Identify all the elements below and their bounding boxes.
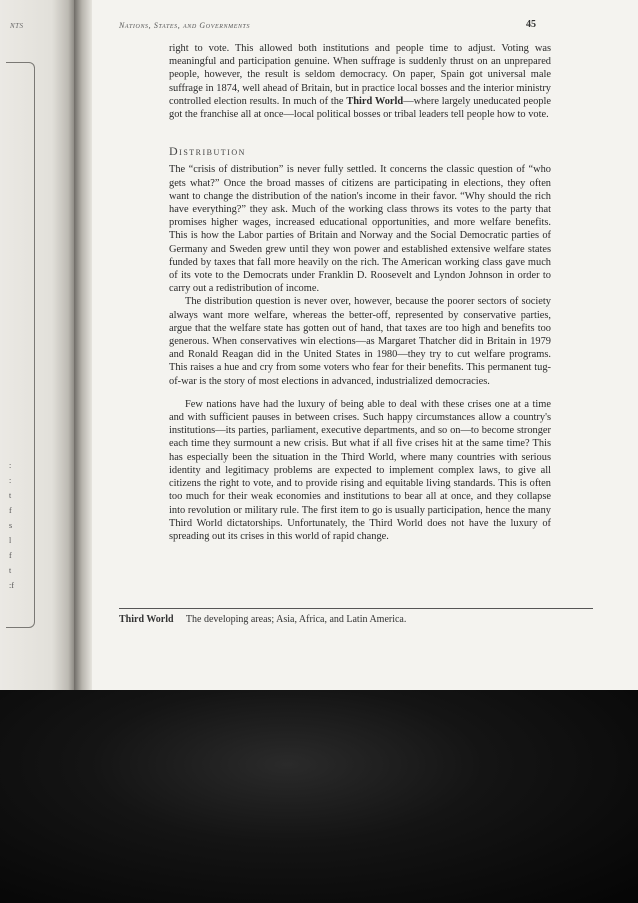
section-heading: Distribution: [169, 144, 246, 159]
body-text: [169, 42, 551, 543]
paragraph: [169, 42, 551, 121]
glossary-definition: The developing areas; Asia, Africa, and Latin America.: [185, 614, 407, 625]
running-head: Nations, States, and Governments: [119, 21, 251, 30]
left-fragment: f: [9, 551, 12, 560]
glossary-term: Third World: [119, 614, 174, 625]
left-fragment: :: [9, 461, 12, 470]
scan-dark-area: [0, 690, 638, 903]
glossary-term-highlight: Third World: [346, 95, 404, 107]
paragraph-text: —where largely uneducated people got the franchise all at once—local political bosses or tribal leaders tell people how to vote.: [169, 95, 551, 121]
left-page-header: NTS: [10, 22, 24, 30]
left-facing-page: [0, 0, 74, 690]
left-fragment: l: [9, 536, 12, 545]
paragraph: The distribution question is never over, however, because the poorer sectors of society always want more welfare, whereas the better-off, represented by conservative parties, argue that the welfare state has gotten out of hand, that taxes are too high and benefits too generous. When conservatives win elections—as Margaret Thatcher did in Britain in 1979 and Ronald Reagan did in the United States in 1980—they try to cut welfare programs. This raises a hue and cry from some voters who fear for their benefits. This permanent tug-of-war is the story of most elections in advanced, industrialized democracies.: [169, 296, 551, 387]
paragraph-text: right to vote. This allowed both institutions and people time to adjust. Voting was meaningful and participation genuine. When suffrage is suddenly thrust on an unprepared people, however, the result is seldom democracy. On paper, Spain got universal male suffrage in 1874, well ahead of Britain, but in practice local bosses and the interior ministry controlled election results. In much of the: [169, 43, 551, 107]
left-fragment: t: [9, 491, 12, 500]
book-gutter: [74, 0, 92, 690]
left-fragment: s: [9, 521, 13, 530]
book-page: [92, 0, 638, 690]
glossary-entry: [119, 614, 406, 625]
page-number: 45: [526, 19, 536, 30]
left-fragment: :f: [9, 581, 14, 590]
left-fragment: f: [9, 506, 12, 515]
glossary-divider: [119, 608, 593, 609]
left-fragment: t: [9, 566, 12, 575]
paragraph: Few nations have had the luxury of being able to deal with these crises one at a time and with sufficient pauses in between crises. Such happy circumstances allow a country's institutions—its parties, parliament, executive departments, and so on—to become stronger each time they surmount a new crisis. But what if all five crises hit at the same time? This has especially been the situation in the Third World, where many countries with serious identity and legitimacy problems are expected to implement complex laws, to give all citizens the right to vote, and to provide rising and equitable living standards. This is often too much for their weak economies and institutions to bear all at once, and they collapse into revolution or military rule. The first item to go is usually participation, hence the many Third World dictatorships. Unfortunately, the Third World does not have the luxury of spreading out its crises in this world of rapid change.: [169, 398, 551, 542]
left-page-fragments: [9, 458, 14, 593]
left-fragment: :: [9, 476, 12, 485]
paragraph: The “crisis of distribution” is never fully settled. It concerns the classic question of “who gets what?” Once the broad masses of citizens are participating in elections, they often want to change the distribution of the nation's income in their favor. “Why should the rich have everything?” they ask. Much of the working class throws its votes to the party that promises higher wages, increased educational opportunities, and more welfare benefits. This is how the Labor parties of Britain and Norway and the Social Democratic parties of Germany and Sweden grew until they won power and established extensive welfare states funded by taxes that fall more heavily on the rich. The American working class gave much of its vote to the Democrats under Franklin D. Roosevelt and Lyndon Johnson in order to carry out a redistribution of income.: [169, 164, 551, 295]
